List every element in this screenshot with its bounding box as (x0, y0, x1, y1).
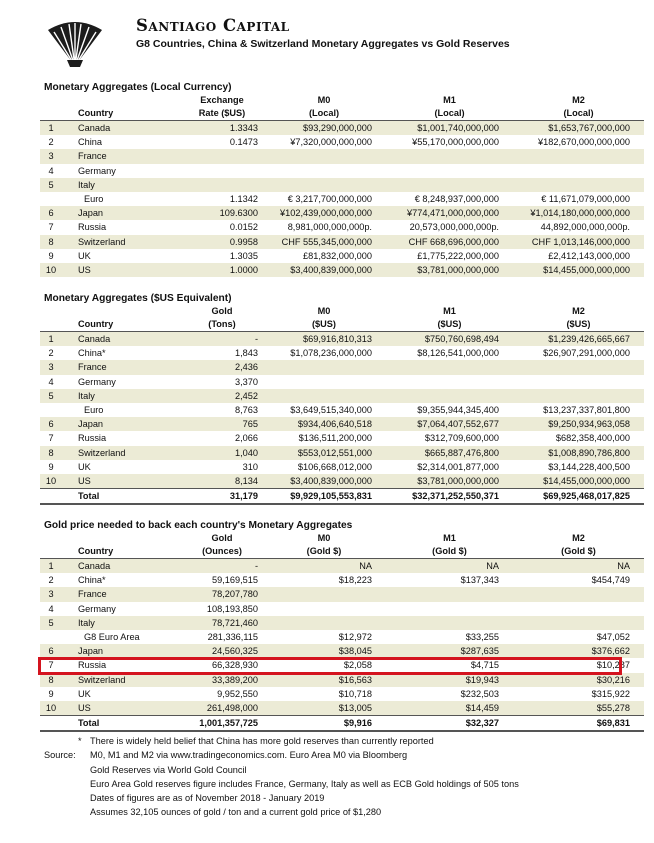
country-name: Russia (78, 660, 107, 671)
country-name: Germany (78, 376, 116, 387)
rate-value: 0.0152 (229, 222, 258, 233)
row-number: 1 (40, 121, 62, 136)
country-name: Switzerland (62, 235, 182, 249)
m0-value (262, 178, 386, 192)
section-title-local-currency: Monetary Aggregates (Local Currency) (44, 82, 232, 93)
source-line: Assumes 32,105 ounces of gold / ton and a current gold price of $1,280 (90, 807, 382, 818)
gold-total: 1,001,357,725 (182, 716, 262, 732)
col-header-m0-top: M0 (317, 306, 331, 316)
table-row (40, 559, 644, 574)
m2-value: NA (513, 559, 644, 574)
country-name: Switzerland (62, 673, 182, 687)
col-header-m2-top: M2 (572, 95, 585, 105)
country-name: Russia (78, 433, 107, 444)
m1-value (386, 587, 513, 601)
row-number: 8 (40, 673, 62, 687)
row-number: 8 (40, 446, 62, 460)
gold-value: - (182, 332, 262, 347)
row-number: 4 (48, 376, 54, 387)
m0-value: $3,400,839,000,000 (262, 263, 386, 277)
m2-value (513, 360, 644, 374)
table-body (40, 559, 644, 732)
country-name: China* (78, 575, 106, 586)
table-row (40, 375, 644, 389)
col-header-m0-bottom: ($US) (312, 319, 336, 329)
gold-value: 1,040 (182, 446, 262, 460)
m1-value: NA (386, 559, 513, 574)
country-name: UK (78, 250, 91, 261)
table-row (40, 474, 644, 489)
m2-value: $9,250,934,963,058 (513, 417, 644, 431)
rate-value: 1.3035 (229, 250, 258, 261)
m2-value: 44,892,000,000,000p. (540, 222, 630, 233)
col-header-country: Country (78, 319, 114, 329)
row-number: 6 (40, 206, 62, 220)
country-name: Switzerland (62, 446, 182, 460)
row-number (40, 489, 62, 505)
table-row (40, 220, 644, 234)
m0-value: $2,058 (343, 660, 372, 671)
rate-value (182, 149, 262, 163)
m0-value: $12,972 (338, 632, 372, 643)
table-row (40, 630, 644, 644)
col-header-rate-top: Exchange (200, 95, 244, 105)
table-row (40, 403, 644, 417)
table-row (40, 235, 644, 249)
report-header (36, 12, 636, 72)
m2-value (513, 375, 644, 389)
m1-value: $665,887,476,800 (386, 446, 513, 460)
m2-value: $26,907,291,000,000 (543, 348, 630, 359)
m2-value: $3,144,228,400,500 (548, 461, 630, 472)
col-header-m1-bottom: (Local) (434, 108, 465, 118)
m0-value: $3,400,839,000,000 (262, 474, 386, 489)
row-number (40, 716, 62, 732)
m2-value: $682,358,400,000 (555, 433, 630, 444)
table-row (40, 417, 644, 431)
table-row (40, 587, 644, 601)
rate-value: 0.1473 (229, 137, 258, 148)
country-name: Canada (62, 559, 182, 574)
source-line: Dates of figures are as of November 2018 - January 2019 (90, 793, 325, 804)
m2-value: ¥182,670,000,000,000 (538, 137, 630, 148)
m0-value: $10,718 (338, 688, 372, 699)
col-header-gold-bottom: (Tons) (208, 319, 236, 329)
col-header-m1-bottom: ($US) (437, 319, 462, 329)
country-name: Japan (62, 644, 182, 658)
gold-value: 3,370 (235, 376, 258, 387)
country-name: Japan (62, 417, 182, 431)
m2-value: $454,749 (591, 575, 630, 586)
table-row (40, 701, 644, 716)
gold-value: 2,452 (182, 389, 262, 403)
gold-value: 765 (182, 417, 262, 431)
gold-value: 310 (242, 461, 258, 472)
m0-value: $16,563 (262, 673, 386, 687)
gold-value: 1,843 (235, 348, 258, 359)
col-header-m2-bottom: (Gold $) (561, 546, 596, 556)
m2-value: $1,008,890,786,800 (513, 446, 644, 460)
row-number (40, 192, 62, 206)
m0-value: $1,078,236,000,000 (290, 348, 372, 359)
row-number: 5 (40, 178, 62, 192)
footnote-star: * (78, 736, 82, 746)
col-header-m0-bottom: (Local) (308, 108, 340, 118)
rate-value: 1.1342 (229, 194, 258, 205)
col-header-m0-bottom: (Gold $) (306, 546, 342, 556)
row-number: 7 (48, 433, 54, 444)
source-line: M0, M1 and M2 via www.tradingeconomics.com. Euro Area M0 via Bloomberg (90, 750, 408, 761)
section-title-gold-price: Gold price needed to back each country's Monetary Aggregates (44, 520, 353, 531)
m1-value: ¥55,170,000,000,000 (412, 137, 499, 148)
m1-total: $32,327 (386, 716, 513, 732)
m0-total: $9,916 (262, 716, 386, 732)
table-row (40, 460, 644, 474)
m1-value (386, 149, 513, 163)
row-number: 9 (48, 688, 54, 699)
country-name: Italy (62, 616, 182, 630)
country-name: China (78, 137, 103, 148)
m1-value (386, 602, 513, 616)
m1-value: $7,064,407,552,677 (386, 417, 513, 431)
m1-value: $8,126,541,000,000 (417, 348, 499, 359)
m2-value: $376,662 (513, 644, 644, 658)
gold-value: - (182, 559, 262, 574)
country-name: Russia (78, 222, 107, 233)
table-row (40, 149, 644, 163)
table-row (40, 431, 644, 445)
m1-value (386, 375, 513, 389)
m2-value (513, 587, 644, 601)
col-header-m2-top: M2 (572, 533, 585, 543)
col-header-m2-top: M2 (572, 306, 585, 316)
row-number: 10 (40, 263, 62, 277)
rate-value (182, 164, 262, 178)
m0-value: € 3,217,700,000,000 (287, 194, 372, 205)
m1-value: $4,715 (470, 660, 499, 671)
gold-value: 2,066 (235, 433, 258, 444)
m0-value: $38,045 (262, 644, 386, 658)
m0-value: $106,668,012,000 (297, 461, 372, 472)
rate-value: 1.3343 (182, 121, 262, 136)
row-number: 1 (40, 332, 62, 347)
table-row (40, 360, 644, 374)
table-local-currency (40, 94, 644, 277)
source-label: Source: (44, 750, 76, 761)
m2-value: $14,455,000,000,000 (513, 263, 644, 277)
table-row (40, 602, 644, 616)
row-number: 3 (40, 360, 62, 374)
row-number: 10 (40, 701, 62, 716)
table-total-row (40, 716, 644, 732)
m2-value: $47,052 (596, 632, 630, 643)
table-row (40, 121, 644, 136)
m0-value (262, 389, 386, 403)
rate-value (182, 178, 262, 192)
country-name: France (62, 360, 182, 374)
m1-value (386, 164, 513, 178)
m1-value: $19,943 (386, 673, 513, 687)
country-name: G8 Euro Area (84, 632, 140, 643)
m0-value: NA (262, 559, 386, 574)
country-name: Japan (62, 206, 182, 220)
m2-value: $14,455,000,000,000 (513, 474, 644, 489)
m1-value: $232,503 (460, 688, 499, 699)
table-row (40, 135, 644, 149)
row-number (40, 403, 62, 417)
m0-value: $93,290,000,000 (262, 121, 386, 136)
col-header-m0-top: M0 (317, 533, 331, 543)
m0-value: 8,981,000,000,000p. (287, 222, 372, 233)
gold-value: 261,498,000 (182, 701, 262, 716)
col-header-m2-bottom: ($US) (566, 319, 591, 329)
m1-value (386, 616, 513, 630)
total-label: Total (62, 489, 182, 505)
m2-value (513, 178, 644, 192)
source-line: Gold Reserves via World Gold Council (90, 764, 247, 775)
row-number: 6 (40, 644, 62, 658)
m0-value: ¥102,439,000,000,000 (262, 206, 386, 220)
row-number: 8 (40, 235, 62, 249)
col-header-m1-top: M1 (443, 95, 456, 105)
m1-value: $14,459 (386, 701, 513, 716)
table-body (40, 332, 644, 505)
m0-value: £81,832,000,000 (303, 250, 372, 261)
row-number: 4 (48, 165, 54, 176)
col-header-m2-bottom: (Local) (563, 108, 594, 118)
m2-value: £2,412,143,000,000 (548, 250, 630, 261)
m1-value: $287,635 (386, 644, 513, 658)
country-name: Italy (62, 389, 182, 403)
m1-total: $32,371,252,550,371 (386, 489, 513, 505)
m0-value: $18,223 (338, 575, 372, 586)
table-row (40, 164, 644, 178)
country-name: Germany (78, 165, 116, 176)
table-row (40, 573, 644, 587)
row-number: 1 (40, 559, 62, 574)
m2-value: $315,922 (591, 688, 630, 699)
m0-value: CHF 555,345,000,000 (262, 235, 386, 249)
table-total-row (40, 489, 644, 505)
row-number: 7 (48, 222, 54, 233)
col-header-gold-top: Gold (211, 306, 233, 316)
m1-value: $312,709,600,000 (424, 433, 499, 444)
rate-value: 109.6300 (182, 206, 262, 220)
report-subtitle: G8 Countries, China & Switzerland Monetary Aggregates vs Gold Reserves (136, 38, 510, 50)
row-number: 5 (40, 389, 62, 403)
m0-value (262, 360, 386, 374)
scallop-shell-logo-icon (44, 16, 106, 68)
table-row (40, 263, 644, 277)
row-number: 2 (48, 348, 54, 359)
m1-value: $750,760,698,494 (386, 332, 513, 347)
row-number: 5 (40, 616, 62, 630)
footnote-text: There is widely held belief that China has more gold reserves than currently reported (90, 736, 434, 746)
table-body (40, 121, 644, 278)
m2-value (513, 164, 644, 178)
m2-value: CHF 1,013,146,000,000 (513, 235, 644, 249)
row-number: 10 (40, 474, 62, 489)
row-number: 9 (48, 250, 54, 261)
m1-value: $1,001,740,000,000 (386, 121, 513, 136)
table-row (40, 178, 644, 192)
section-title-usd-equivalent: Monetary Aggregates ($US Equivalent) (44, 293, 232, 304)
m0-value (262, 164, 386, 178)
m0-value (262, 375, 386, 389)
m2-value (513, 149, 644, 163)
col-header-m1-bottom: (Gold $) (432, 546, 467, 556)
row-number: 6 (40, 417, 62, 431)
country-name: Italy (62, 178, 182, 192)
m0-value: $3,649,515,340,000 (290, 405, 372, 416)
m1-value: $9,355,944,345,400 (417, 405, 499, 416)
row-number: 4 (48, 603, 54, 614)
row-number: 9 (48, 461, 54, 472)
gold-value: 2,436 (182, 360, 262, 374)
m1-value: $137,343 (460, 575, 499, 586)
m2-value (513, 602, 644, 616)
rate-value: 0.9958 (182, 235, 262, 249)
row-number: 2 (48, 137, 54, 148)
m0-total: $9,929,105,553,831 (262, 489, 386, 505)
country-name: Canada (62, 332, 182, 347)
gold-value: 8,134 (182, 474, 262, 489)
m2-total: $69,831 (513, 716, 644, 732)
country-name: US (62, 474, 182, 489)
country-name: China* (78, 348, 106, 359)
m1-value: $3,781,000,000,000 (386, 474, 513, 489)
col-header-country: Country (78, 546, 114, 556)
m0-value: $69,916,810,313 (262, 332, 386, 347)
total-label: Total (62, 716, 182, 732)
table-usd-equivalent (40, 305, 644, 505)
table-row (40, 346, 644, 360)
gold-value: 8,763 (235, 405, 258, 416)
m1-value: ¥774,471,000,000,000 (386, 206, 513, 220)
m2-value: $1,653,767,000,000 (513, 121, 644, 136)
row-number: 3 (40, 149, 62, 163)
table-row (40, 192, 644, 206)
col-header-rate-bottom: Rate ($US) (198, 108, 246, 118)
country-name: Euro (84, 194, 104, 205)
gold-value: 281,336,115 (207, 632, 258, 643)
gold-value: 108,193,850 (206, 603, 258, 614)
m0-value (262, 587, 386, 601)
row-number: 7 (48, 660, 54, 671)
m2-value: € 11,671,079,000,000 (541, 194, 630, 205)
m0-value: $13,005 (262, 701, 386, 716)
gold-value: 33,389,200 (182, 673, 262, 687)
country-name: Canada (62, 121, 182, 136)
m0-value: ¥7,320,000,000,000 (290, 137, 372, 148)
m2-value: ¥1,014,180,000,000,000 (513, 206, 644, 220)
gold-value: 66,328,930 (212, 660, 258, 671)
m1-value (386, 178, 513, 192)
m1-value: $33,255 (465, 632, 499, 643)
m0-value (262, 149, 386, 163)
source-line: Euro Area Gold reserves figure includes France, Germany, Italy as well as ECB Gold holdings of 505 tons (90, 778, 519, 789)
m0-value: $934,406,640,518 (262, 417, 386, 431)
table-row (40, 446, 644, 460)
m2-value: $13,237,337,801,800 (543, 405, 630, 416)
table-gold-price (40, 532, 644, 732)
col-header-gold-bottom: (Ounces) (202, 546, 242, 556)
gold-value: 78,207,780 (182, 587, 262, 601)
m1-value: $3,781,000,000,000 (386, 263, 513, 277)
table-row (40, 687, 644, 701)
row-number: 2 (48, 575, 54, 586)
rate-value: 1.0000 (182, 263, 262, 277)
gold-value: 78,721,460 (182, 616, 262, 630)
highlight-box-russia (38, 657, 622, 675)
m0-value: $553,012,551,000 (262, 446, 386, 460)
country-name: Germany (78, 603, 116, 614)
col-header-m1-top: M1 (443, 533, 456, 543)
m2-value: $1,239,426,665,667 (513, 332, 644, 347)
m2-value: $55,278 (513, 701, 644, 716)
country-name: US (62, 263, 182, 277)
table-row (40, 389, 644, 403)
m1-value: € 8,248,937,000,000 (414, 194, 499, 205)
m1-value: £1,775,222,000,000 (417, 250, 499, 261)
col-header-country: Country (78, 108, 114, 118)
table-row (40, 206, 644, 220)
m1-value (386, 360, 513, 374)
m0-value: $136,511,200,000 (298, 433, 372, 444)
table-row (40, 249, 644, 263)
table-row (40, 616, 644, 630)
m0-value (262, 602, 386, 616)
m1-value: $2,314,001,877,000 (417, 461, 499, 472)
country-name: France (62, 149, 182, 163)
country-name: US (62, 701, 182, 716)
gold-value: 59,169,515 (212, 575, 258, 586)
col-header-m1-top: M1 (443, 306, 456, 316)
row-number: 3 (40, 587, 62, 601)
m1-value: CHF 668,696,000,000 (386, 235, 513, 249)
gold-total: 31,179 (182, 489, 262, 505)
table-row (40, 332, 644, 347)
m2-value (513, 616, 644, 630)
country-name: UK (78, 461, 91, 472)
gold-value: 24,560,325 (182, 644, 262, 658)
country-name: Euro (84, 405, 104, 416)
col-header-gold-top: Gold (211, 533, 233, 543)
m2-value (513, 389, 644, 403)
col-header-m0-top: M0 (317, 95, 331, 105)
country-name: UK (78, 688, 91, 699)
company-name: Santiago Capital (136, 16, 290, 35)
country-name: France (62, 587, 182, 601)
m2-value: $30,216 (513, 673, 644, 687)
m0-value (262, 616, 386, 630)
gold-value: 9,952,550 (217, 688, 258, 699)
m1-value (386, 389, 513, 403)
m2-total: $69,925,468,017,825 (513, 489, 644, 505)
m1-value: 20,573,000,000,000p. (409, 222, 499, 233)
row-number (40, 630, 62, 644)
m2-value: $10,287 (596, 660, 630, 671)
